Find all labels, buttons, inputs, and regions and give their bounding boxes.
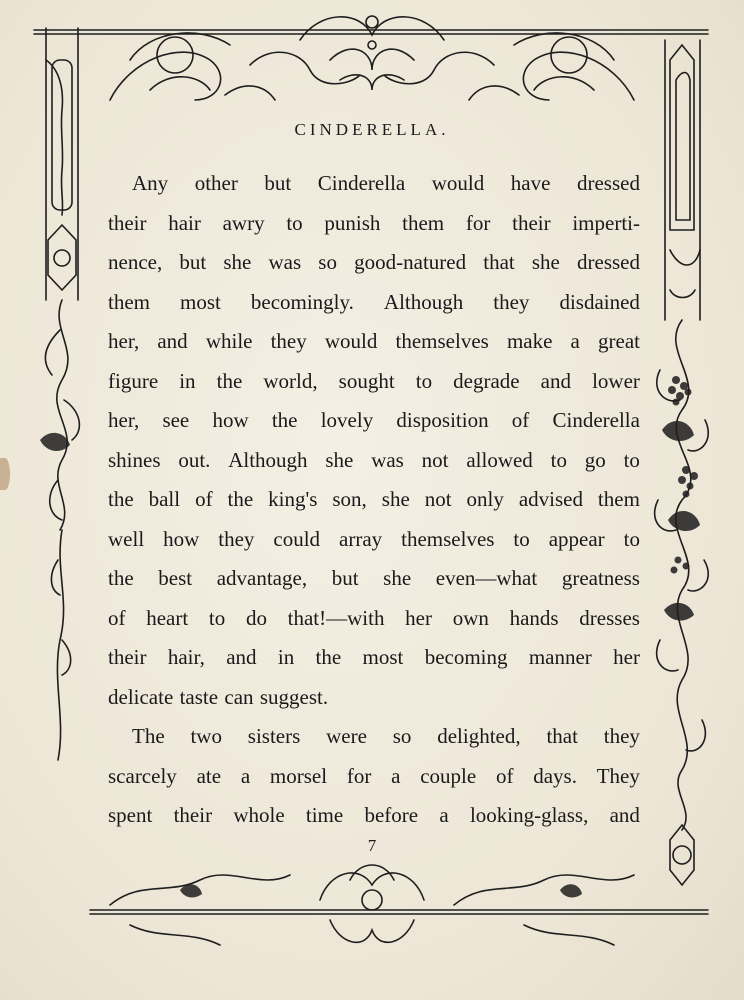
- word: imperti-: [572, 210, 640, 235]
- word: she: [325, 447, 354, 472]
- word: to: [286, 210, 303, 235]
- word: and: [157, 329, 188, 353]
- word: to: [513, 526, 530, 551]
- word: punish: [324, 210, 381, 235]
- word: the: [216, 368, 243, 393]
- text-line: [108, 283, 640, 323]
- word: for: [465, 210, 491, 235]
- text-line: [108, 243, 640, 283]
- word: they: [493, 289, 530, 314]
- word: she: [223, 250, 252, 274]
- word: advantage,: [216, 566, 308, 590]
- paragraph-2: [108, 717, 640, 836]
- word: have: [510, 171, 551, 195]
- word: degrade: [453, 368, 520, 393]
- word: manner: [528, 645, 592, 669]
- word: They: [596, 763, 640, 788]
- word: their: [512, 210, 551, 235]
- word: whole: [233, 803, 285, 827]
- text-line: [108, 559, 640, 599]
- word: make: [506, 329, 553, 353]
- word: to: [208, 605, 226, 630]
- word: Although: [228, 447, 308, 472]
- word: of: [495, 763, 514, 788]
- word: a: [240, 763, 251, 788]
- text-line: [108, 322, 640, 362]
- word: to: [623, 447, 640, 472]
- word: time: [305, 803, 344, 827]
- word: they: [603, 724, 640, 748]
- word: but: [264, 171, 292, 195]
- word: to: [415, 368, 433, 393]
- word: two: [190, 724, 222, 748]
- word: that: [546, 724, 578, 748]
- word: ate: [196, 763, 222, 788]
- word: themselves: [401, 526, 495, 551]
- word: their: [108, 210, 147, 235]
- word: heart: [146, 605, 189, 630]
- word: of: [108, 605, 126, 630]
- word: appear: [548, 526, 605, 551]
- word: would: [324, 329, 378, 353]
- word: dresses: [579, 605, 640, 630]
- word: was: [268, 250, 302, 274]
- word: and: [540, 368, 571, 393]
- word: only: [466, 487, 504, 511]
- word: in: [179, 368, 196, 393]
- word: so: [392, 724, 412, 748]
- word: not: [424, 487, 452, 511]
- word: world,: [263, 368, 318, 393]
- word: son,: [332, 487, 367, 511]
- text-line: [108, 678, 640, 718]
- word: the: [108, 566, 134, 590]
- word: them: [597, 487, 640, 511]
- word: delighted,: [437, 724, 521, 748]
- text-line: [108, 599, 640, 639]
- word: them: [108, 289, 150, 314]
- word: in: [277, 645, 295, 669]
- text-line: [108, 164, 640, 204]
- word: they: [270, 329, 307, 353]
- text-line: [108, 796, 640, 836]
- word: a: [570, 329, 580, 353]
- word: nence,: [108, 250, 163, 274]
- word: great: [598, 329, 640, 353]
- word: so: [318, 250, 337, 274]
- word: would: [431, 171, 485, 195]
- word: delicate: [108, 684, 174, 709]
- word: of: [511, 408, 530, 432]
- word: but: [179, 250, 207, 274]
- word: most: [180, 289, 221, 314]
- chapter-title: CINDERELLA.: [294, 120, 450, 139]
- word: was: [371, 447, 404, 472]
- word: lower: [592, 368, 640, 393]
- word: see: [162, 408, 190, 432]
- word: hair: [168, 210, 201, 235]
- word: Any: [132, 171, 169, 195]
- word: while: [205, 329, 253, 353]
- word: the: [227, 487, 254, 511]
- word: becoming: [424, 645, 508, 669]
- word: but: [331, 566, 359, 590]
- word: sought: [338, 368, 395, 393]
- word: that: [483, 250, 515, 274]
- word: morsel: [269, 763, 328, 788]
- word: the: [315, 645, 342, 669]
- word: they: [218, 526, 255, 551]
- word: the: [271, 408, 298, 432]
- word: out.: [178, 447, 211, 472]
- word: the: [108, 487, 134, 511]
- word: king's: [268, 487, 318, 511]
- text-line: [108, 717, 640, 757]
- word: how: [212, 408, 249, 432]
- word: spent: [108, 803, 153, 827]
- word: awry: [222, 210, 265, 235]
- text-line: [108, 520, 640, 560]
- word: hair,: [167, 645, 205, 669]
- word: before: [364, 803, 419, 827]
- word: and: [609, 803, 640, 827]
- word: dressed: [577, 250, 640, 274]
- word: her,: [108, 408, 140, 432]
- word: Cinderella: [317, 171, 406, 195]
- word: her: [405, 605, 432, 630]
- word: she: [531, 250, 560, 274]
- word: couple: [420, 763, 477, 788]
- word: and: [226, 645, 257, 669]
- word: that!—with: [287, 605, 385, 630]
- paragraph-1: [108, 164, 640, 717]
- word: to: [623, 526, 640, 551]
- word: Although: [383, 289, 464, 314]
- word: other: [194, 171, 238, 195]
- word: sisters: [247, 724, 301, 748]
- word: well: [108, 526, 145, 551]
- word: not: [421, 447, 449, 472]
- word: advised: [518, 487, 583, 511]
- word: days.: [533, 763, 577, 788]
- text-line: [108, 757, 640, 797]
- word: shines: [108, 447, 161, 472]
- paper-stain: [0, 458, 10, 490]
- word: how: [163, 526, 200, 551]
- word: their: [108, 645, 147, 669]
- word: suggest.: [259, 684, 329, 709]
- word: them: [402, 210, 445, 235]
- word: to: [550, 447, 567, 472]
- word: Cinderella: [552, 408, 640, 432]
- text-line: [108, 480, 640, 520]
- text-line: [108, 441, 640, 481]
- word: ball: [148, 487, 181, 511]
- word: can: [224, 684, 254, 709]
- word: could: [273, 526, 321, 551]
- word: a: [391, 763, 401, 788]
- word: good-natured: [354, 250, 467, 274]
- word: she: [383, 566, 412, 590]
- word: for: [346, 763, 372, 788]
- word: allowed: [466, 447, 533, 472]
- word: most: [362, 645, 404, 669]
- word: even—what: [435, 566, 538, 590]
- word: own: [452, 605, 489, 630]
- word: her,: [108, 329, 140, 353]
- word: she: [381, 487, 410, 511]
- page-number: 7: [367, 836, 377, 855]
- word: themselves: [395, 329, 489, 353]
- word: lovely: [320, 408, 374, 432]
- word: go: [584, 447, 606, 472]
- word: figure: [108, 368, 159, 393]
- word: their: [173, 803, 213, 827]
- word: looking-glass,: [469, 803, 589, 827]
- word: a: [439, 803, 449, 827]
- word: The: [132, 724, 165, 748]
- word: dressed: [576, 171, 640, 195]
- word: were: [326, 724, 367, 748]
- word: disposition: [396, 408, 489, 432]
- text-line: [108, 204, 640, 244]
- word: becomingly.: [250, 289, 354, 314]
- word: scarcely: [108, 763, 177, 788]
- body-text: [108, 164, 640, 836]
- word: do: [245, 605, 267, 630]
- word: disdained: [559, 289, 640, 314]
- word: array: [339, 526, 383, 551]
- word: greatness: [561, 566, 640, 590]
- text-line: [108, 362, 640, 402]
- word: hands: [509, 605, 559, 630]
- text-line: [108, 638, 640, 678]
- word: her: [613, 645, 640, 669]
- word: of: [195, 487, 213, 511]
- word: best: [158, 566, 193, 590]
- text-line: [108, 401, 640, 441]
- word: taste: [179, 684, 219, 709]
